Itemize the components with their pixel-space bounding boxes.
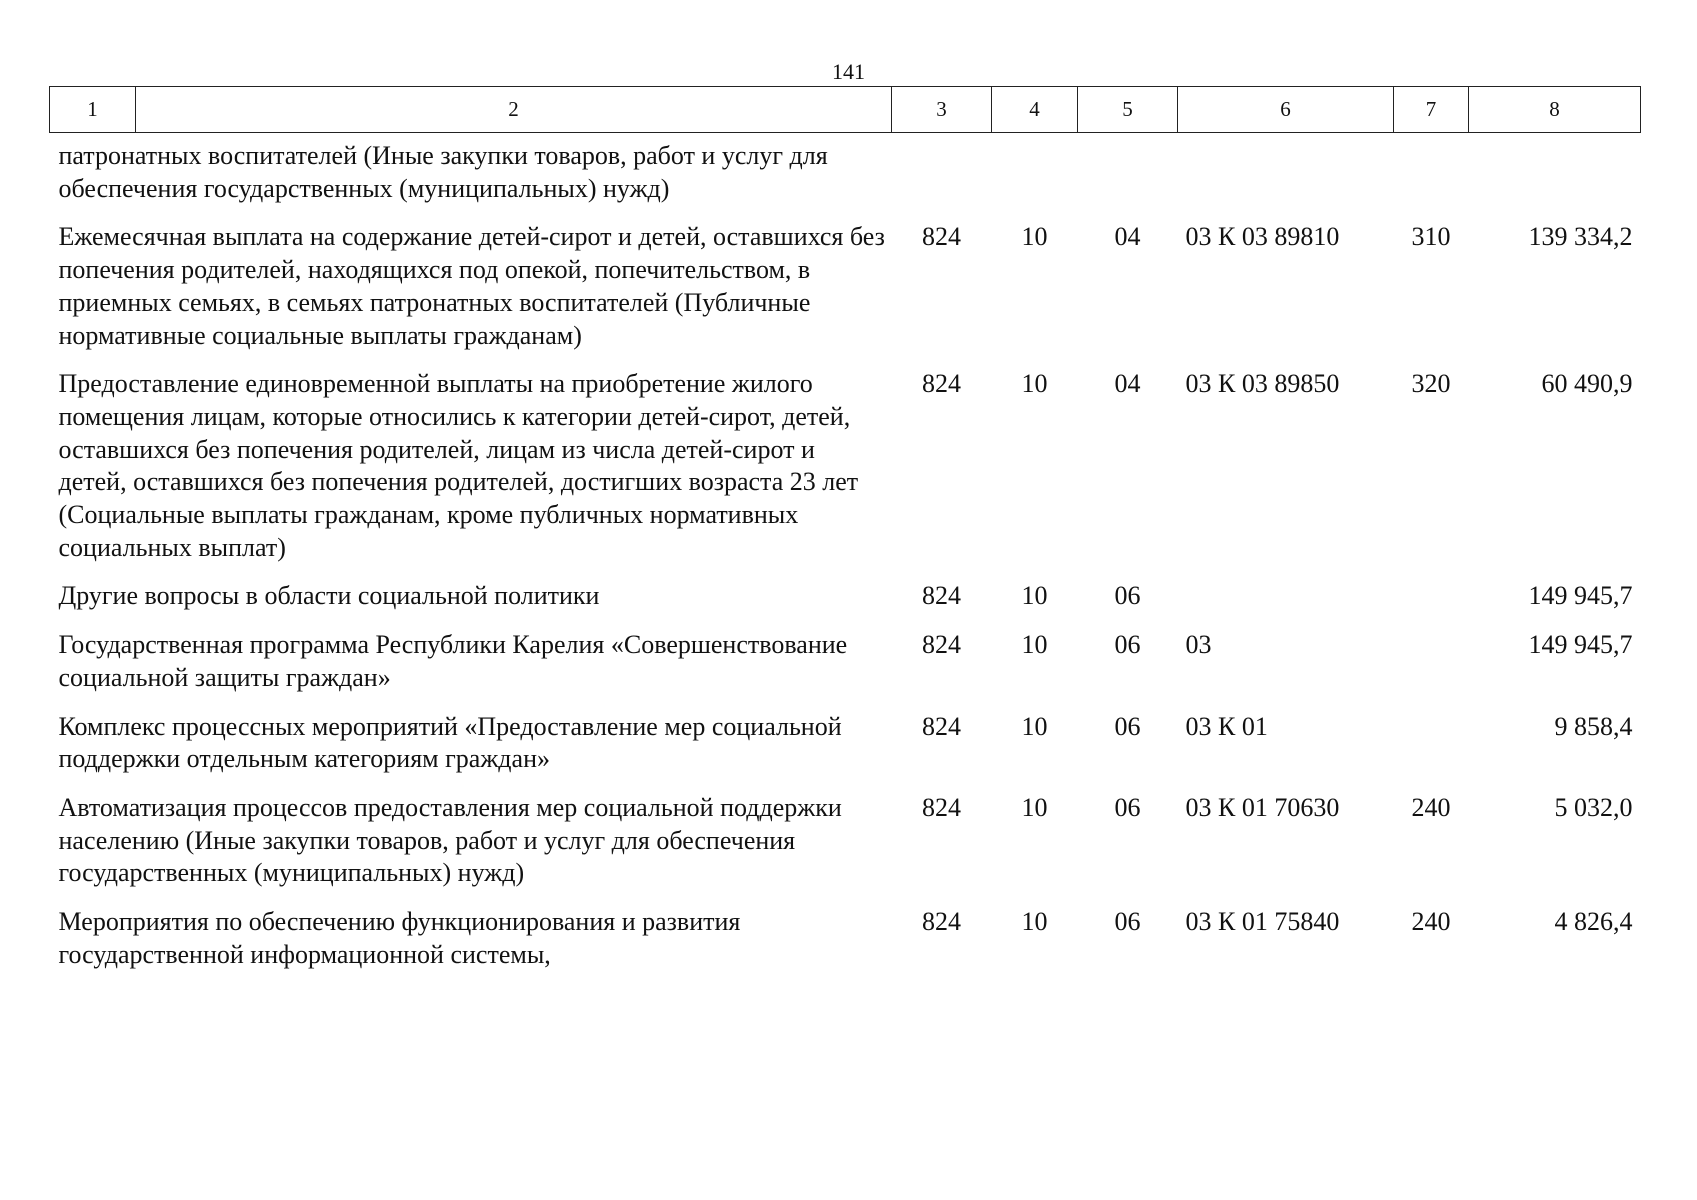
row-glava: 824 xyxy=(922,907,961,937)
header-col-4: 4 xyxy=(992,87,1078,133)
row-razdel: 10 xyxy=(1021,630,1048,660)
row-podrazdel: 06 xyxy=(1114,581,1141,611)
header-col-8: 8 xyxy=(1469,87,1641,133)
row-sum: 5 032,0 xyxy=(1554,792,1633,822)
header-col-1: 1 xyxy=(50,87,136,133)
row-csr: 03 К 01 70630 xyxy=(1185,792,1340,822)
row-sum: 149 945,7 xyxy=(1528,630,1633,660)
row-vr: 310 xyxy=(1411,222,1451,252)
row-glava: 824 xyxy=(922,711,961,741)
row-podrazdel: 06 xyxy=(1114,792,1141,822)
row-podrazdel: 04 xyxy=(1114,222,1141,252)
row-description: патронатных воспитателей (Иные закупки товаров, работ и услуг для обеспечения государственных (муниципальных) нужд) xyxy=(58,141,828,203)
row-glava: 824 xyxy=(922,792,961,822)
row-glava: 824 xyxy=(922,630,961,660)
table-header xyxy=(50,87,1641,133)
row-glava: 824 xyxy=(922,369,961,399)
row-razdel: 10 xyxy=(1021,369,1048,399)
row-csr: 03 К 03 89850 xyxy=(1185,369,1340,399)
row-glava xyxy=(892,133,992,222)
row-vr: 240 xyxy=(1411,907,1451,937)
row-csr: 03 К 03 89810 xyxy=(1185,222,1340,252)
row-description: Автоматизация процессов предоставления мер социальной поддержки населению (Иные закупки товаров, работ и услуг для обеспечения государственных (муниципальных) нужд) xyxy=(58,792,842,888)
row-sum: 139 334,2 xyxy=(1528,222,1633,252)
row-razdel: 10 xyxy=(1021,907,1048,937)
header-col-6: 6 xyxy=(1178,87,1394,133)
table-row xyxy=(50,629,1641,710)
row-podrazdel: 06 xyxy=(1114,630,1141,660)
row-razdel: 10 xyxy=(1021,222,1048,252)
table-row xyxy=(50,906,1641,987)
row-podrazdel: 06 xyxy=(1114,711,1141,741)
header-col-2: 2 xyxy=(136,87,892,133)
row-glava: 824 xyxy=(922,581,961,611)
row-description: Государственная программа Республики Карелия «Совершенствование социальной защиты граждан» xyxy=(58,630,848,692)
header-col-3: 3 xyxy=(892,87,992,133)
row-csr: 03 xyxy=(1185,630,1212,660)
row-podrazdel xyxy=(1078,133,1178,222)
row-csr: 03 К 01 75840 xyxy=(1185,907,1340,937)
row-description: Предоставление единовременной выплаты на приобретение жилого помещения лицам, которые относились к категории детей-сирот, детей, оставшихся без попечения родителей, лицам из числа детей-сирот и детей, оставшихся без попечения родителей, достигших возраста 23 лет (Социальные выплаты гражданам, кроме публичных нормативных социальных выплат) xyxy=(58,369,859,562)
row-razdel: 10 xyxy=(1021,581,1048,611)
table-row xyxy=(50,580,1641,629)
header-row xyxy=(50,87,1641,133)
row-sum: 4 826,4 xyxy=(1554,907,1633,937)
header-col-7: 7 xyxy=(1394,87,1469,133)
table-row xyxy=(50,368,1641,580)
row-csr xyxy=(1178,580,1394,629)
row-vr xyxy=(1394,711,1469,792)
page-number: 141 xyxy=(832,59,865,84)
row-vr xyxy=(1394,580,1469,629)
row-description: Мероприятия по обеспечению функционирования и развития государственной информационной системы, xyxy=(58,907,741,969)
row-description: Комплекс процессных мероприятий «Предоставление мер социальной поддержки отдельным категориям граждан» xyxy=(58,711,842,774)
row-vr: 240 xyxy=(1411,792,1451,822)
row-description: Другие вопросы в области социальной политики xyxy=(58,581,600,611)
table-row xyxy=(50,711,1641,792)
row-glava: 824 xyxy=(922,222,961,252)
table-row xyxy=(50,133,1641,222)
row-csr xyxy=(1178,133,1394,222)
row-csr: 03 К 01 xyxy=(1185,711,1268,741)
row-razdel: 10 xyxy=(1021,792,1048,822)
row-razdel xyxy=(992,133,1078,222)
budget-table xyxy=(49,86,1641,987)
row-sum: 149 945,7 xyxy=(1528,581,1633,611)
table-body xyxy=(50,133,1641,988)
row-vr xyxy=(1394,133,1469,222)
row-sum: 9 858,4 xyxy=(1554,711,1633,741)
row-podrazdel: 04 xyxy=(1114,369,1141,399)
row-vr: 320 xyxy=(1411,369,1451,399)
table-row xyxy=(50,221,1641,368)
row-sum: 60 490,9 xyxy=(1541,369,1633,399)
row-sum xyxy=(1469,133,1641,222)
row-podrazdel: 06 xyxy=(1114,907,1141,937)
header-col-5: 5 xyxy=(1078,87,1178,133)
row-vr xyxy=(1394,629,1469,710)
row-razdel: 10 xyxy=(1021,711,1048,741)
table-row xyxy=(50,792,1641,906)
row-description: Ежемесячная выплата на содержание детей-сирот и детей, оставшихся без попечения родителей, находящихся под опекой, попечительством, в приемных семьях, в семьях патронатных воспитателей (Публичные нормативные социальные выплаты гражданам) xyxy=(58,222,885,350)
